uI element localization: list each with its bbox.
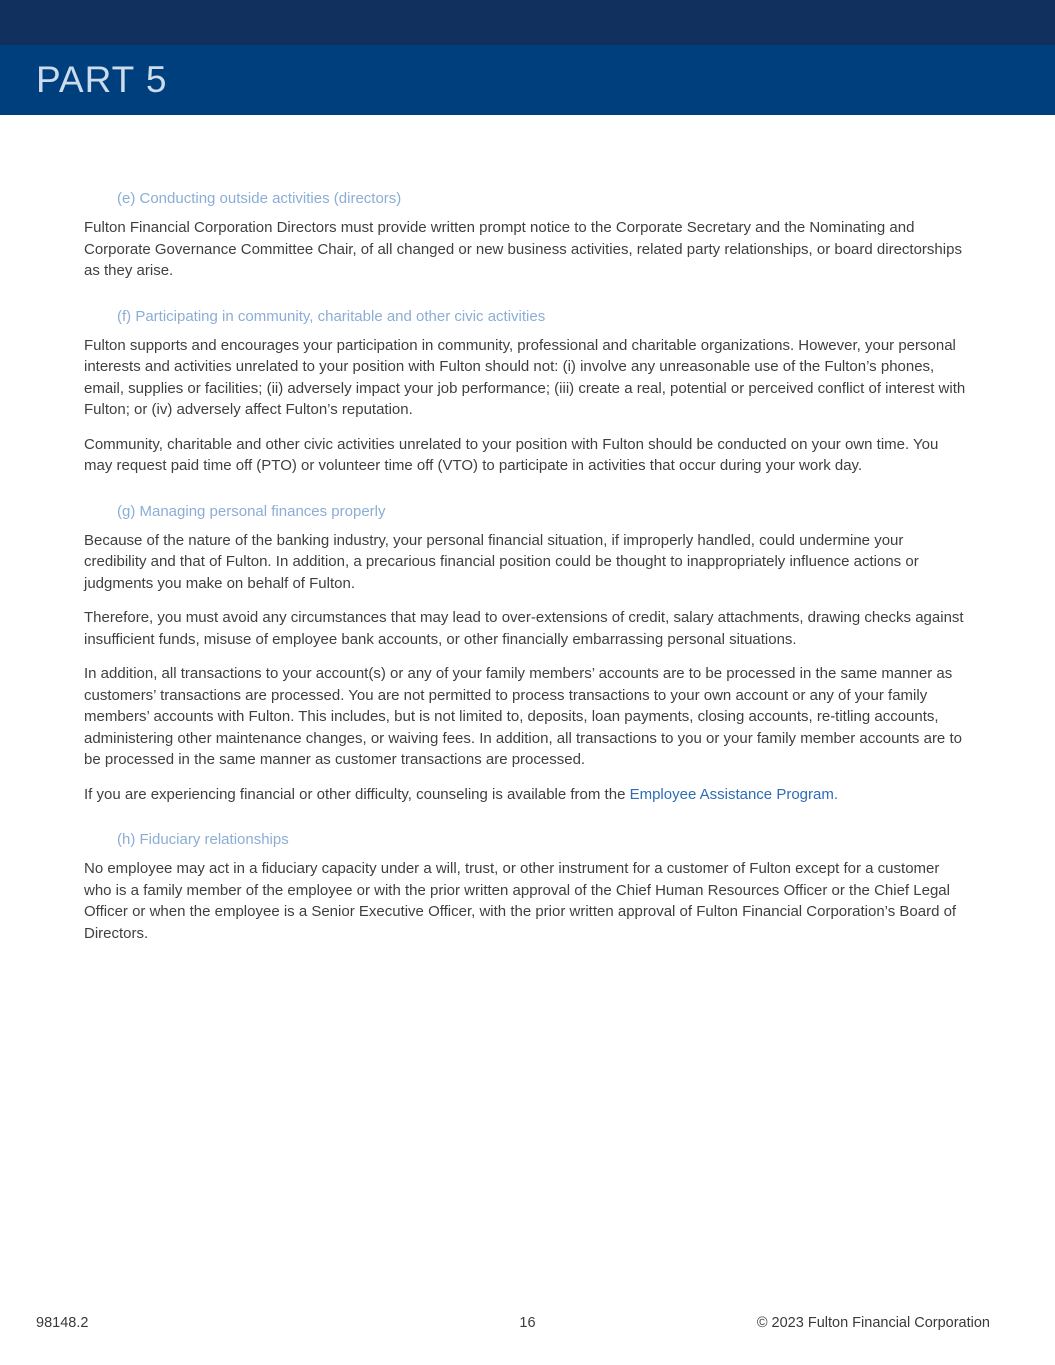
section-g xyxy=(84,503,967,806)
eap-paragraph-text: If you are experiencing financial or other difficulty, counseling is available from the xyxy=(84,785,630,803)
paragraph: Fulton supports and encourages your participation in community, professional and charitable organizations. However, your personal interests and activities unrelated to your position with Fulton should not: (i) involve any unreasonable use of the Fulton’s phones, email, supplies or facilities; (ii) adversely impact your job performance; (iii) create a real, potential or perceived conflict of interest with Fulton; or (iv) adversely affect Fulton’s reputation. xyxy=(84,336,966,418)
document-body xyxy=(0,115,1055,944)
footer-page-number: 16 xyxy=(519,1315,536,1331)
paragraph: Community, charitable and other civic activities unrelated to your position with Fulton should be conducted on your own time. You may request paid time off (PTO) or volunteer time off (VTO) to participate in activities that occur during your work day. xyxy=(84,435,939,474)
section-h-heading: (h) Fiduciary relationships xyxy=(117,831,289,848)
section-e-heading: (e) Conducting outside activities (directors) xyxy=(117,190,402,207)
section-f-heading: (f) Participating in community, charitable and other civic activities xyxy=(117,307,546,325)
employee-assistance-program-link[interactable]: Employee Assistance Program. xyxy=(629,785,839,803)
section-h xyxy=(84,831,967,944)
footer-copyright: © 2023 Fulton Financial Corporation xyxy=(756,1315,990,1331)
paragraph: In addition, all transactions to your account(s) or any of your family members’ accounts are to be processed in the same manner as customers’ transactions are processed. You are not permitted to process transactions to your own account or any of your family members’ accounts with Fulton. This includes, but is not limited to, deposits, loan payments, closing accounts, re-titling accounts, administering other maintenance changes, or waiving fees. In addition, all transactions to you or your family member accounts are to be processed in the same manner as customer transactions are processed. xyxy=(84,665,962,768)
paragraph: Fulton Financial Corporation Directors must provide written prompt notice to the Corporate Secretary and the Nominating and Corporate Governance Committee Chair, of all changed or new business activities, related party relationships, or board directorships as they arise. xyxy=(84,219,962,279)
section-f xyxy=(84,308,967,477)
part-banner xyxy=(0,0,1055,115)
footer-doc-id: 98148.2 xyxy=(36,1315,89,1331)
paragraph: Because of the nature of the banking industry, your personal financial situation, if improperly handled, could undermine your credibility and that of Fulton. In addition, a precarious financial position could be thought to inappropriately influence actions or judgments you make on behalf of Fulton. xyxy=(84,531,919,592)
paragraph: No employee may act in a fiduciary capacity under a will, trust, or other instrument for a customer of Fulton except for a customer who is a family member of the employee or with the prior written approval of the Chief Human Resources Officer or the Chief Legal Officer or when the employee is a Senior Executive Officer, with the prior written approval of Fulton Financial Corporation’s Board of Directors. xyxy=(84,860,957,942)
part-title: PART 5 xyxy=(36,59,168,100)
paragraph-eap xyxy=(84,784,967,806)
section-g-heading: (g) Managing personal finances properly xyxy=(117,502,386,520)
paragraph: Therefore, you must avoid any circumstances that may lead to over-extensions of credit, salary attachments, drawing checks against insufficient funds, misuse of employee bank accounts, or other financially embarrassing personal situations. xyxy=(84,609,964,648)
page-footer xyxy=(0,1315,1055,1335)
banner-top-strip xyxy=(0,0,1055,45)
section-e xyxy=(84,190,967,282)
banner-main xyxy=(0,45,1055,115)
